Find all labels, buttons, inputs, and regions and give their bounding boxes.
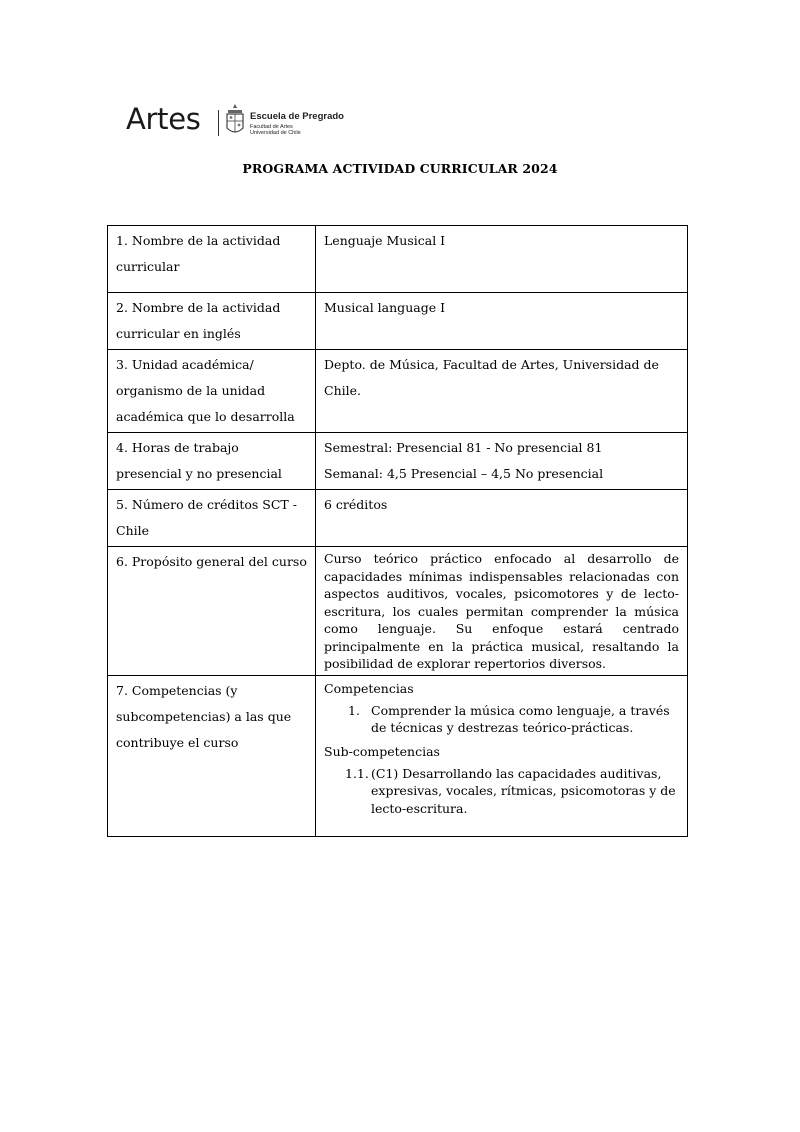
university-seal-icon xyxy=(224,102,246,138)
row-label: 1. Nombre de la actividad curricular xyxy=(108,226,316,293)
row-label: 7. Competencias (y subcompetencias) a las que contribuye el curso xyxy=(108,675,316,836)
row-value: Musical language I xyxy=(316,293,688,350)
logo-wordmark: Artes xyxy=(126,102,201,136)
row-label: 3. Unidad académica/ organismo de la unidad académica que lo desarrolla xyxy=(108,350,316,433)
program-table xyxy=(107,225,688,837)
competencia-text: Comprender la música como lenguaje, a través de técnicas y destrezas teórico-prácticas. xyxy=(371,702,670,735)
subcompetencia-text: (C1) Desarrollando las capacidades auditivas, expresivas, vocales, rítmicas, psicomotoras y de lecto-escritura. xyxy=(371,765,676,816)
table-row xyxy=(108,293,688,350)
subcompetencias-heading: Sub-competencias xyxy=(324,743,440,759)
list-item xyxy=(324,702,679,737)
table-row xyxy=(108,490,688,547)
list-number: 1. xyxy=(348,702,360,718)
row-value xyxy=(316,433,688,490)
table-row xyxy=(108,547,688,676)
table-row xyxy=(108,350,688,433)
row-value: 6 créditos xyxy=(316,490,688,547)
document-title: PROGRAMA ACTIVIDAD CURRICULAR 2024 xyxy=(242,161,558,176)
row-label: 4. Horas de trabajo presencial y no presencial xyxy=(108,433,316,490)
logo-school: Escuela de Pregrado xyxy=(250,111,344,122)
row-label: 5. Número de créditos SCT - Chile xyxy=(108,490,316,547)
hours-semanal: Semanal: 4,5 Presencial – 4,5 No presencial xyxy=(324,466,604,481)
row-value xyxy=(316,547,688,676)
row-label: 2. Nombre de la actividad curricular en inglés xyxy=(108,293,316,350)
logo-faculty: Facultad de Artes xyxy=(250,123,293,130)
institution-logo xyxy=(126,100,366,140)
row-value: Lenguaje Musical I xyxy=(316,226,688,293)
logo-text xyxy=(250,112,344,137)
row-value xyxy=(316,675,688,836)
course-purpose-text: Curso teórico práctico enfocado al desarrollo de capacidades mínimas indispensables relacionadas con aspectos auditivos, vocales, psicomotores y de lecto-escritura, los cuales permitan comprender la música como lenguaje. Su enfoque estará centrado principalmente en la práctica musical, resaltando la posibilidad de explorar repertorios diversos. xyxy=(324,551,679,671)
table-row xyxy=(108,675,688,836)
logo-divider xyxy=(218,110,219,136)
list-item xyxy=(324,765,679,818)
table-row xyxy=(108,433,688,490)
table-row xyxy=(108,226,688,293)
logo-university: Universidad de Chile xyxy=(250,130,301,136)
hours-semestral: Semestral: Presencial 81 - No presencial 81 xyxy=(324,440,603,455)
row-label: 6. Propósito general del curso xyxy=(108,547,316,676)
list-number: 1.1. xyxy=(345,765,369,781)
row-value: Depto. de Música, Facultad de Artes, Universidad de Chile. xyxy=(316,350,688,433)
competencias-heading: Competencias xyxy=(324,680,414,696)
